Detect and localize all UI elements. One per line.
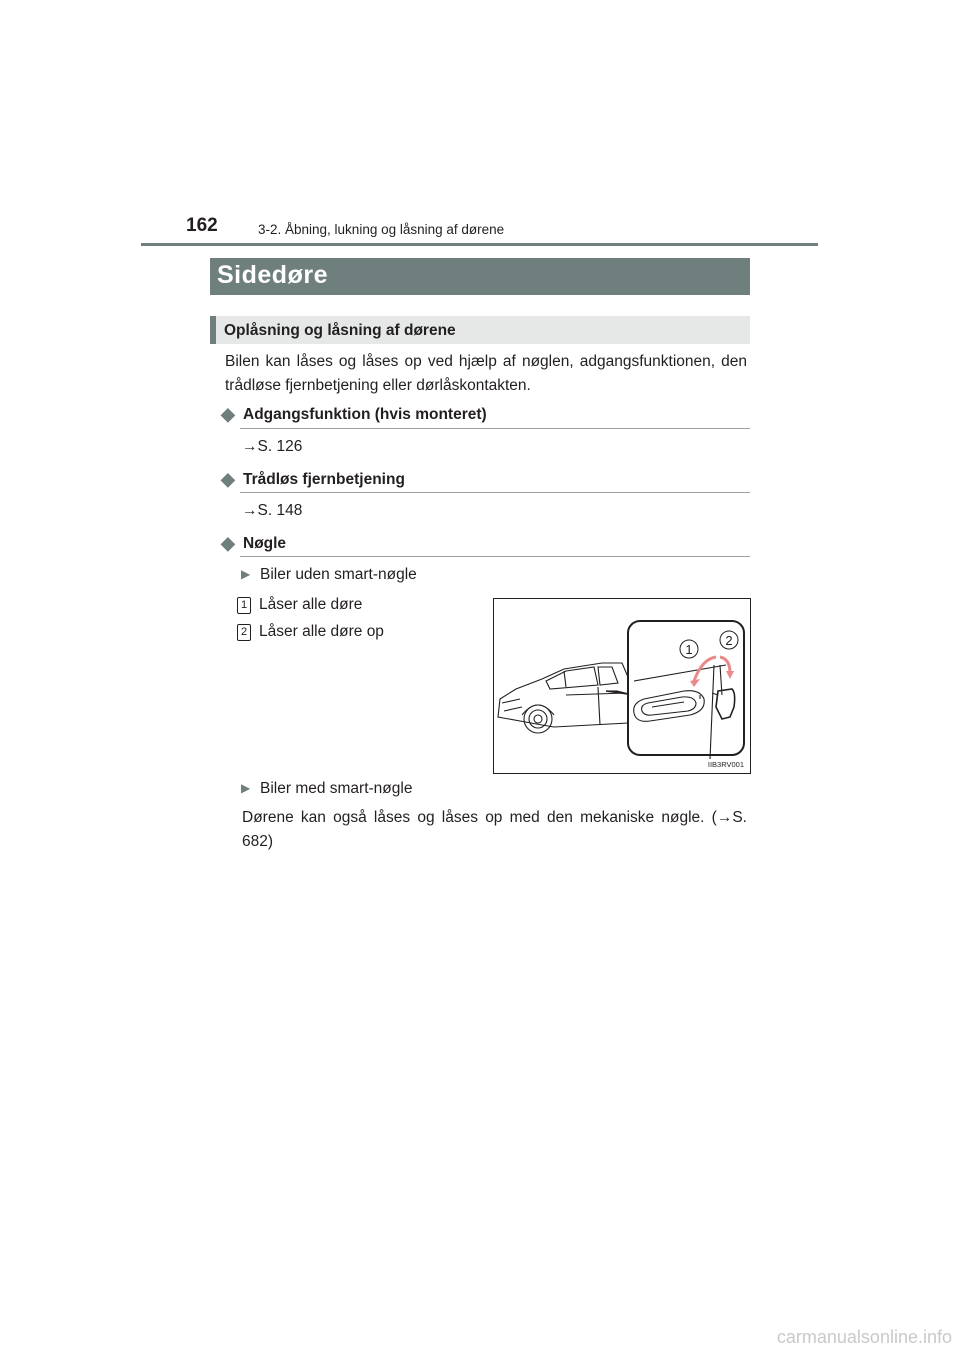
page-reference[interactable]: →S. 126 [242, 438, 303, 455]
numbered-item-2 [237, 623, 384, 641]
bullet-no-smart-key [241, 566, 417, 584]
item-label: Låser alle døre op [259, 623, 384, 640]
page-number: 162 [186, 215, 218, 236]
number-badge: 1 [237, 597, 251, 614]
bullet-label: Biler uden smart-nøgle [260, 566, 417, 583]
illustration-code: IIB3RV001 [707, 760, 744, 769]
heading-rule [240, 556, 750, 557]
heading-entry-function [221, 404, 487, 425]
section-title: Sidedøre [217, 261, 328, 289]
diamond-icon: ◆ [221, 533, 235, 553]
heading-label: Nøgle [243, 535, 287, 552]
car-door-key-drawing [494, 599, 750, 773]
triangle-bullet-icon: ▶ [241, 781, 251, 795]
door-lock-illustration [493, 598, 751, 774]
diamond-icon: ◆ [221, 469, 235, 489]
number-badge: 2 [237, 624, 251, 641]
triangle-bullet-icon: ▶ [241, 567, 251, 581]
subsection-title: Oplåsning og låsning af dørene [224, 322, 456, 339]
page-reference[interactable]: →S. 148 [242, 502, 303, 519]
heading-label: Adgangsfunktion (hvis monteret) [243, 406, 487, 423]
intro-paragraph: Bilen kan låses og låses op ved hjælp af nøglen, adgangsfunktionen, den trådløse fjernbetjening eller dørlåskontakten. [225, 353, 747, 394]
heading-key [221, 533, 286, 554]
footer-watermark: carmanualsonline.info [776, 1327, 952, 1347]
numbered-item-1 [237, 596, 362, 614]
heading-wireless-remote [221, 469, 405, 490]
chapter-title: 3-2. Åbning, lukning og låsning af dørene [258, 222, 505, 237]
subsection-accent [210, 316, 216, 344]
heading-rule [240, 492, 750, 493]
heading-rule [240, 428, 750, 429]
bullet-label: Biler med smart-nøgle [260, 780, 413, 797]
header-rule [141, 243, 818, 246]
callout-2: 2 [725, 633, 733, 648]
item-label: Låser alle døre [259, 596, 363, 613]
callout-1: 1 [685, 642, 693, 657]
heading-label: Trådløs fjernbetjening [243, 471, 405, 488]
bullet-with-smart-key [241, 780, 412, 798]
diamond-icon: ◆ [221, 404, 235, 424]
closing-paragraph: Dørene kan også låses og låses op med den mekaniske nøgle. (→S. 682) [242, 809, 747, 850]
